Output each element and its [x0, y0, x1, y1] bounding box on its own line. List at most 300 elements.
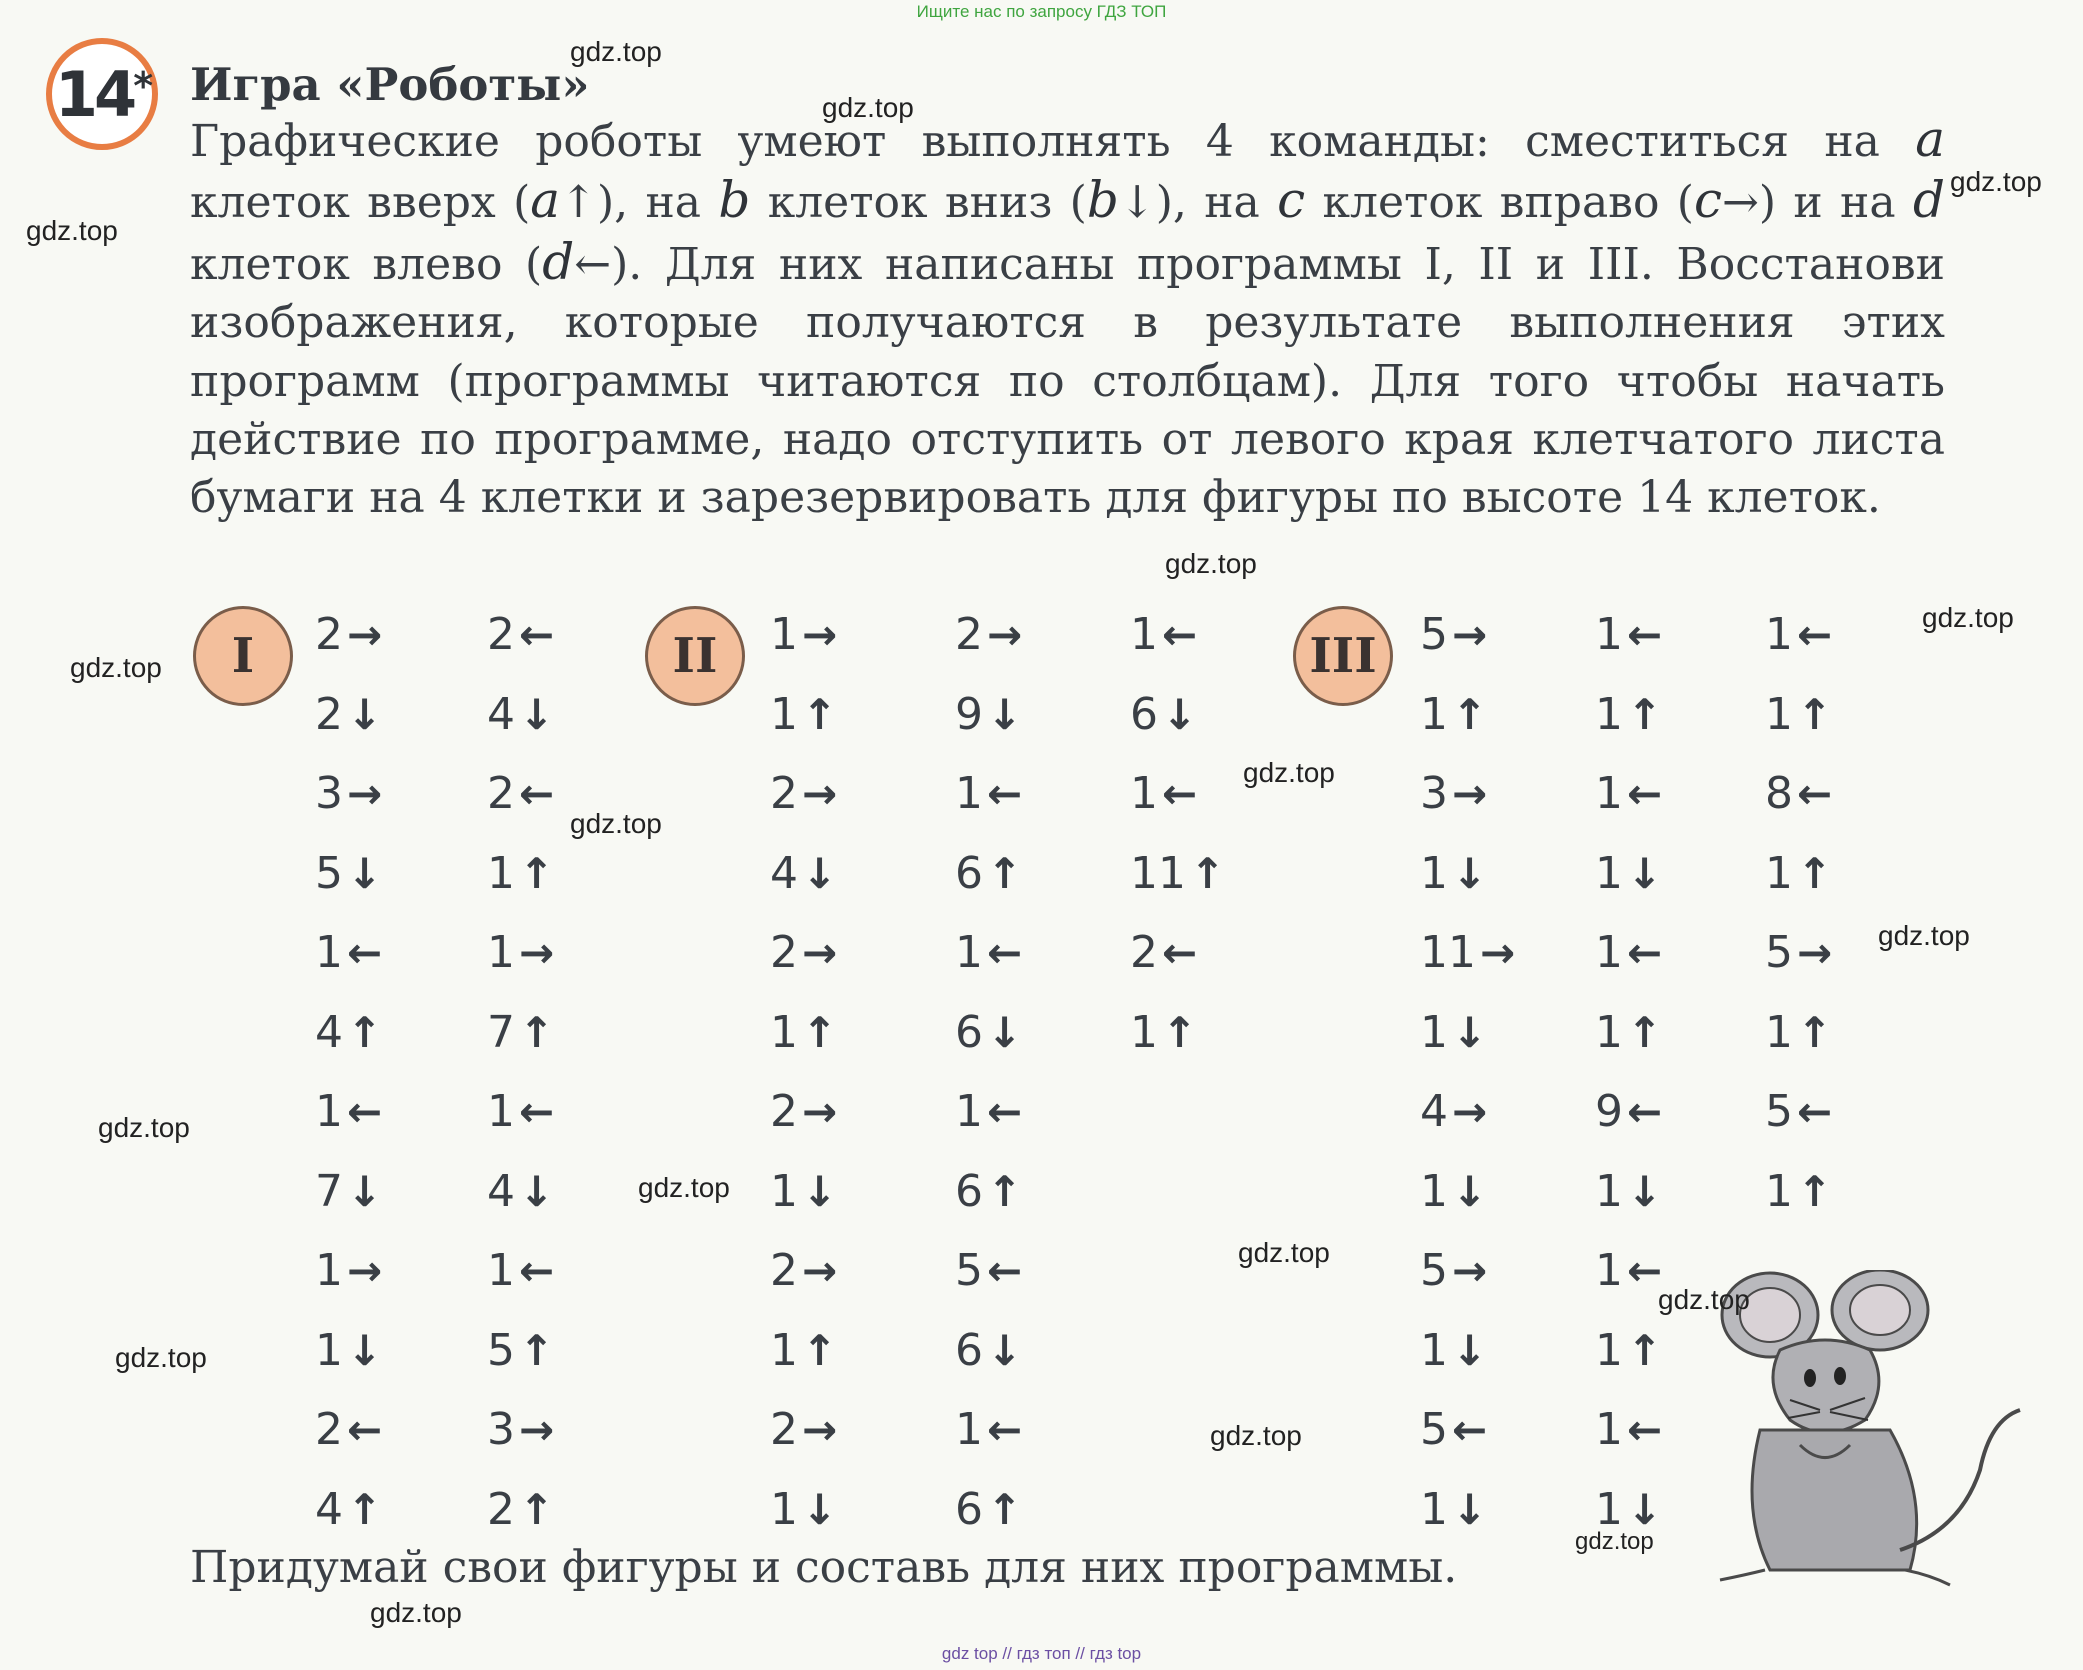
- command: [487, 928, 554, 978]
- task-number: 14: [54, 57, 134, 131]
- command-count: 6: [955, 1483, 983, 1535]
- command-arrow-icon: ←: [1797, 1087, 1833, 1136]
- command-arrow-icon: →: [519, 928, 555, 977]
- command: [315, 1167, 382, 1217]
- command: [1130, 610, 1197, 660]
- command-count: 1: [315, 1086, 343, 1137]
- command: [487, 610, 554, 660]
- command: [1765, 928, 1832, 978]
- command-arrow-icon: ↓: [802, 1484, 838, 1534]
- command-count: 5: [487, 1324, 515, 1376]
- command: [1130, 690, 1197, 740]
- command: [487, 1485, 554, 1535]
- command-count: 5: [955, 1245, 983, 1296]
- command-arrow-icon: ↑: [347, 1484, 383, 1534]
- command-count: 1: [770, 688, 798, 740]
- command: [770, 1485, 837, 1535]
- command-count: 2: [315, 1404, 343, 1455]
- command-count: 6: [955, 1324, 983, 1376]
- command-arrow-icon: →: [802, 1087, 838, 1136]
- command-arrow-icon: ↓: [987, 1007, 1023, 1057]
- var-a: a: [1915, 110, 1945, 168]
- command-arrow-icon: ↑: [519, 1325, 555, 1375]
- command-arrow-icon: ↓: [802, 848, 838, 898]
- command-count: 1: [1420, 1165, 1448, 1217]
- command-count: 4: [487, 688, 515, 740]
- top-search-note: Ищите нас по запросу ГДЗ ТОП: [916, 2, 1167, 21]
- watermark: gdz.top: [1878, 920, 1970, 951]
- text-part: клеток вниз (: [750, 177, 1087, 229]
- command-count: 1: [1595, 1165, 1623, 1217]
- watermark: gdz.top: [1165, 548, 1257, 579]
- command-count: 1: [1595, 1483, 1623, 1535]
- command-arrow-icon: ↓: [347, 848, 383, 898]
- command: [770, 1405, 837, 1455]
- command: [1595, 928, 1662, 978]
- command-arrow-icon: ↓: [802, 1166, 838, 1216]
- command: [315, 610, 382, 660]
- command-count: 4: [1420, 1086, 1448, 1137]
- command: [955, 1167, 1022, 1217]
- command-arrow-icon: →: [1452, 1087, 1488, 1136]
- command: [1595, 1008, 1662, 1058]
- command-count: 1: [1765, 847, 1793, 899]
- command-arrow-icon: ↓: [1162, 689, 1198, 739]
- command-count: 3: [487, 1404, 515, 1455]
- command-count: 5: [1420, 1404, 1448, 1455]
- command: [770, 1326, 837, 1376]
- command-count: 1: [955, 768, 983, 819]
- command: [955, 1008, 1022, 1058]
- command: [1130, 769, 1197, 819]
- command: [1130, 1008, 1197, 1058]
- command: [770, 769, 837, 819]
- command-arrow-icon: ←: [1627, 1087, 1663, 1136]
- command: [315, 690, 382, 740]
- command-arrow-icon: ←: [519, 769, 555, 818]
- watermark: gdz.top: [1243, 757, 1335, 788]
- command-arrow-icon: ↑: [347, 1007, 383, 1057]
- command-arrow-icon: →: [347, 769, 383, 818]
- command: [1420, 1405, 1487, 1455]
- command-arrow-icon: →: [802, 1405, 838, 1454]
- command: [487, 769, 554, 819]
- command-count: 1: [1420, 688, 1448, 740]
- var-d: d: [542, 232, 575, 291]
- command-count: 2: [770, 1086, 798, 1137]
- command-count: 1: [315, 927, 343, 978]
- command: [770, 610, 837, 660]
- command: [1595, 1246, 1662, 1296]
- command-count: 6: [1130, 688, 1158, 740]
- command-count: 1: [1420, 847, 1448, 899]
- command-count: 6: [955, 1006, 983, 1058]
- var-b: b: [1086, 171, 1119, 230]
- command-count: 1: [770, 1324, 798, 1376]
- watermark: gdz.top: [570, 36, 662, 67]
- command-count: 1: [1130, 609, 1158, 660]
- watermark: gdz.top: [822, 92, 914, 123]
- command: [1765, 1087, 1832, 1137]
- command: [1130, 849, 1225, 899]
- command-count: 1: [1595, 927, 1623, 978]
- command: [770, 690, 837, 740]
- command-arrow-icon: →: [987, 610, 1023, 659]
- command-count: 2: [770, 1404, 798, 1455]
- command: [955, 1246, 1022, 1296]
- command-arrow-icon: ↓: [987, 689, 1023, 739]
- command-arrow-icon: ↓: [347, 1166, 383, 1216]
- command: [1130, 928, 1197, 978]
- command-count: 1: [487, 1245, 515, 1296]
- command: [770, 1008, 837, 1058]
- command-count: 1: [955, 927, 983, 978]
- watermark: gdz.top: [1950, 166, 2042, 197]
- command: [315, 928, 382, 978]
- command-arrow-icon: →: [802, 928, 838, 977]
- command-arrow-icon: ↑: [1190, 848, 1226, 898]
- command-count: 1: [1595, 688, 1623, 740]
- command: [487, 1405, 554, 1455]
- command-arrow-icon: ←: [1627, 928, 1663, 977]
- command-arrow-icon: ←: [987, 1405, 1023, 1454]
- command-arrow-icon: ↓: [1452, 1166, 1488, 1216]
- command: [487, 1087, 554, 1137]
- command: [1765, 610, 1832, 660]
- command-arrow-icon: ←: [1162, 769, 1198, 818]
- command-count: 1: [1595, 1404, 1623, 1455]
- command-arrow-icon: ←: [519, 610, 555, 659]
- command: [955, 1087, 1022, 1137]
- command-count: 11: [1420, 927, 1476, 978]
- command-arrow-icon: ↓: [1452, 1007, 1488, 1057]
- command: [770, 1087, 837, 1137]
- command: [315, 849, 382, 899]
- command-arrow-icon: ↑: [802, 1007, 838, 1057]
- command-count: 5: [1420, 1245, 1448, 1296]
- var-b: b: [718, 171, 751, 230]
- command: [315, 1405, 382, 1455]
- command-count: 1: [955, 1404, 983, 1455]
- command-arrow-icon: →: [347, 1246, 383, 1295]
- command-count: 7: [487, 1006, 515, 1058]
- text-part: ↓), на: [1118, 177, 1278, 229]
- command-arrow-icon: ↓: [1627, 1484, 1663, 1534]
- command-arrow-icon: ←: [1627, 1246, 1663, 1295]
- text-part: ←). Для них написаны программы I, II и III. Восстанови изображения, которые получаются в результате выполнения этих программ (программы читаются по столбцам). Для того чтобы начать действие по программе, надо отступить от левого края клетчатого листа бумаги на 4 клетки и зарезервировать для фигуры по высоте 14 клеток.: [190, 238, 1946, 524]
- command-arrow-icon: ←: [1627, 769, 1663, 818]
- command: [1420, 610, 1487, 660]
- text-part: →) и на: [1721, 177, 1913, 229]
- command-count: 2: [487, 1483, 515, 1535]
- command-count: 1: [1765, 609, 1793, 660]
- command-count: 7: [315, 1165, 343, 1217]
- command-count: 1: [1130, 768, 1158, 819]
- command-arrow-icon: ↓: [347, 1325, 383, 1375]
- command-arrow-icon: ↑: [1162, 1007, 1198, 1057]
- command-arrow-icon: ←: [519, 1246, 555, 1295]
- command: [1595, 1485, 1662, 1535]
- watermark: gdz.top: [1210, 1420, 1302, 1451]
- var-c: c: [1693, 171, 1722, 230]
- command-arrow-icon: ←: [987, 769, 1023, 818]
- task-title: Игра «Роботы»: [190, 58, 590, 111]
- command-arrow-icon: ↑: [802, 1325, 838, 1375]
- command-arrow-icon: ↓: [1627, 848, 1663, 898]
- command-count: 1: [1595, 847, 1623, 899]
- watermark: gdz.top: [1238, 1237, 1330, 1268]
- command: [955, 1326, 1022, 1376]
- command-arrow-icon: ←: [987, 928, 1023, 977]
- command-arrow-icon: ↑: [987, 1166, 1023, 1216]
- command-count: 1: [955, 1086, 983, 1137]
- command-arrow-icon: ←: [1627, 1405, 1663, 1454]
- watermark: gdz.top: [1658, 1284, 1750, 1315]
- watermark: gdz.top: [70, 652, 162, 683]
- command: [487, 1326, 554, 1376]
- command-count: 1: [770, 1483, 798, 1535]
- command: [1595, 1087, 1662, 1137]
- watermark: gdz.top: [115, 1342, 207, 1373]
- command-count: 6: [955, 847, 983, 899]
- command-arrow-icon: ←: [347, 1405, 383, 1454]
- command-count: 3: [315, 768, 343, 819]
- command-count: 2: [770, 1245, 798, 1296]
- command: [1595, 1326, 1662, 1376]
- var-d: d: [1912, 171, 1945, 230]
- command: [955, 769, 1022, 819]
- command-count: 4: [770, 847, 798, 899]
- command-arrow-icon: ↑: [519, 1007, 555, 1057]
- text-part: Графические роботы умеют выполнять 4 команды: сместиться на: [190, 116, 1916, 167]
- task-star: *: [133, 64, 150, 108]
- command-count: 6: [955, 1165, 983, 1217]
- command: [1595, 769, 1662, 819]
- command-arrow-icon: ↑: [1797, 848, 1833, 898]
- command-arrow-icon: ←: [347, 928, 383, 977]
- command: [770, 849, 837, 899]
- command-count: 1: [315, 1245, 343, 1296]
- command: [315, 1485, 382, 1535]
- watermark: gdz.top: [98, 1112, 190, 1143]
- command-arrow-icon: →: [802, 769, 838, 818]
- command: [955, 690, 1022, 740]
- watermark: gdz.top: [1922, 602, 2014, 633]
- command-count: 1: [1420, 1483, 1448, 1535]
- command-count: 11: [1130, 847, 1186, 899]
- command-arrow-icon: ↑: [987, 1484, 1023, 1534]
- closing-text: Придумай свои фигуры и составь для них программы.: [190, 1542, 1458, 1593]
- command-arrow-icon: ↑: [1627, 1007, 1663, 1057]
- command-arrow-icon: ↑: [1797, 689, 1833, 739]
- text-part: ↑), на: [560, 177, 719, 229]
- command-arrow-icon: ↓: [347, 689, 383, 739]
- mouse-illustration: [1700, 1270, 2040, 1600]
- command: [1765, 1008, 1832, 1058]
- command: [1420, 1008, 1487, 1058]
- command: [1420, 1326, 1487, 1376]
- command-count: 1: [1420, 1006, 1448, 1058]
- command-count: 2: [770, 768, 798, 819]
- command-arrow-icon: ←: [347, 1087, 383, 1136]
- command: [1420, 1485, 1487, 1535]
- command-count: 2: [315, 688, 343, 740]
- command-count: 2: [487, 609, 515, 660]
- text-part: клеток вверх (: [190, 177, 531, 229]
- command-count: 8: [1765, 768, 1793, 819]
- command-count: 9: [955, 688, 983, 740]
- command-count: 9: [1595, 1086, 1623, 1137]
- program-label-2: II: [645, 606, 745, 706]
- program-label-1: I: [193, 606, 293, 706]
- watermark: gdz.top: [570, 808, 662, 839]
- command: [1595, 849, 1662, 899]
- command-count: 1: [487, 927, 515, 978]
- command-arrow-icon: →: [1452, 769, 1488, 818]
- command-arrow-icon: →: [1797, 928, 1833, 977]
- command-count: 1: [1595, 609, 1623, 660]
- watermark: gdz.top: [26, 215, 118, 246]
- command: [1595, 610, 1662, 660]
- command-arrow-icon: ←: [1452, 1405, 1488, 1454]
- command: [487, 1167, 554, 1217]
- command-arrow-icon: ↑: [987, 848, 1023, 898]
- watermark: gdz.top: [638, 1172, 730, 1203]
- command-count: 1: [1595, 1006, 1623, 1058]
- var-a: a: [530, 171, 561, 230]
- command: [1420, 690, 1487, 740]
- command: [315, 1008, 382, 1058]
- command-count: 1: [770, 609, 798, 660]
- command-count: 1: [487, 1086, 515, 1137]
- command: [1595, 690, 1662, 740]
- command-count: 1: [1420, 1324, 1448, 1376]
- command: [1420, 1246, 1487, 1296]
- command-arrow-icon: →: [802, 1246, 838, 1295]
- command-arrow-icon: ↓: [987, 1325, 1023, 1375]
- command: [955, 1405, 1022, 1455]
- text-part: клеток вправо (: [1305, 177, 1694, 229]
- command-count: 4: [487, 1165, 515, 1217]
- command-count: 1: [315, 1324, 343, 1376]
- command-arrow-icon: →: [347, 610, 383, 659]
- command-arrow-icon: ↑: [802, 689, 838, 739]
- command-count: 1: [1130, 1006, 1158, 1058]
- command: [487, 849, 554, 899]
- command: [770, 1167, 837, 1217]
- program-label-3: III: [1293, 606, 1393, 706]
- command: [487, 690, 554, 740]
- command: [1765, 690, 1832, 740]
- command-arrow-icon: ↓: [519, 1166, 555, 1216]
- command: [1420, 769, 1487, 819]
- command-arrow-icon: ←: [519, 1087, 555, 1136]
- command-count: 3: [1420, 768, 1448, 819]
- command: [1420, 1167, 1487, 1217]
- command: [1765, 849, 1832, 899]
- command: [1420, 1087, 1487, 1137]
- command-count: 5: [1420, 609, 1448, 660]
- command-count: 5: [315, 847, 343, 899]
- command: [1595, 1167, 1662, 1217]
- command-arrow-icon: ↓: [1452, 1484, 1488, 1534]
- command-arrow-icon: ↑: [519, 1484, 555, 1534]
- var-c: c: [1277, 171, 1306, 230]
- command-arrow-icon: →: [519, 1405, 555, 1454]
- command: [1420, 928, 1515, 978]
- command: [1765, 769, 1832, 819]
- command-arrow-icon: ←: [1797, 610, 1833, 659]
- command-count: 5: [1765, 1086, 1793, 1137]
- text-part: клеток влево (: [190, 238, 543, 290]
- command-arrow-icon: ←: [1627, 610, 1663, 659]
- command-arrow-icon: ↑: [1627, 1325, 1663, 1375]
- command-arrow-icon: →: [1480, 928, 1516, 977]
- command-arrow-icon: ←: [1797, 769, 1833, 818]
- command: [315, 1326, 382, 1376]
- command-arrow-icon: ←: [987, 1246, 1023, 1295]
- command: [487, 1008, 554, 1058]
- command-count: 1: [1595, 1324, 1623, 1376]
- command-arrow-icon: ↓: [1452, 1325, 1488, 1375]
- command-arrow-icon: ↑: [1797, 1007, 1833, 1057]
- command-count: 4: [315, 1483, 343, 1535]
- command-count: 2: [770, 927, 798, 978]
- task-description: [190, 110, 1945, 528]
- command-count: 2: [955, 609, 983, 660]
- watermark: gdz.top: [370, 1597, 462, 1628]
- command-count: 1: [1765, 688, 1793, 740]
- command-count: 5: [1765, 927, 1793, 978]
- command-arrow-icon: ↓: [1627, 1166, 1663, 1216]
- command-count: 2: [315, 609, 343, 660]
- command: [955, 1485, 1022, 1535]
- command: [315, 1246, 382, 1296]
- command: [487, 1246, 554, 1296]
- command: [1765, 1167, 1832, 1217]
- command-arrow-icon: →: [802, 610, 838, 659]
- command-arrow-icon: →: [1452, 610, 1488, 659]
- command-arrow-icon: ←: [987, 1087, 1023, 1136]
- command-count: 1: [1595, 768, 1623, 819]
- command-count: 4: [315, 1006, 343, 1058]
- command: [1420, 849, 1487, 899]
- command: [315, 769, 382, 819]
- command-arrow-icon: ↑: [519, 848, 555, 898]
- command-arrow-icon: ↓: [519, 689, 555, 739]
- command: [770, 928, 837, 978]
- command-count: 2: [487, 768, 515, 819]
- command: [955, 610, 1022, 660]
- command-count: 1: [1765, 1165, 1793, 1217]
- command-arrow-icon: ↑: [1452, 689, 1488, 739]
- command: [955, 849, 1022, 899]
- watermark: gdz.top: [1575, 1528, 1654, 1555]
- command-arrow-icon: ←: [1162, 928, 1198, 977]
- command-count: 1: [1595, 1245, 1623, 1296]
- task-number-badge: [46, 38, 158, 150]
- command-count: 1: [487, 847, 515, 899]
- command: [315, 1087, 382, 1137]
- command-count: 1: [1765, 1006, 1793, 1058]
- command-count: 1: [770, 1006, 798, 1058]
- command: [770, 1246, 837, 1296]
- footer-note: gdz top // гдз топ // гдз top: [941, 1644, 1142, 1663]
- command: [955, 928, 1022, 978]
- command-count: 1: [770, 1165, 798, 1217]
- command-arrow-icon: ↑: [1627, 689, 1663, 739]
- command-arrow-icon: ↑: [1797, 1166, 1833, 1216]
